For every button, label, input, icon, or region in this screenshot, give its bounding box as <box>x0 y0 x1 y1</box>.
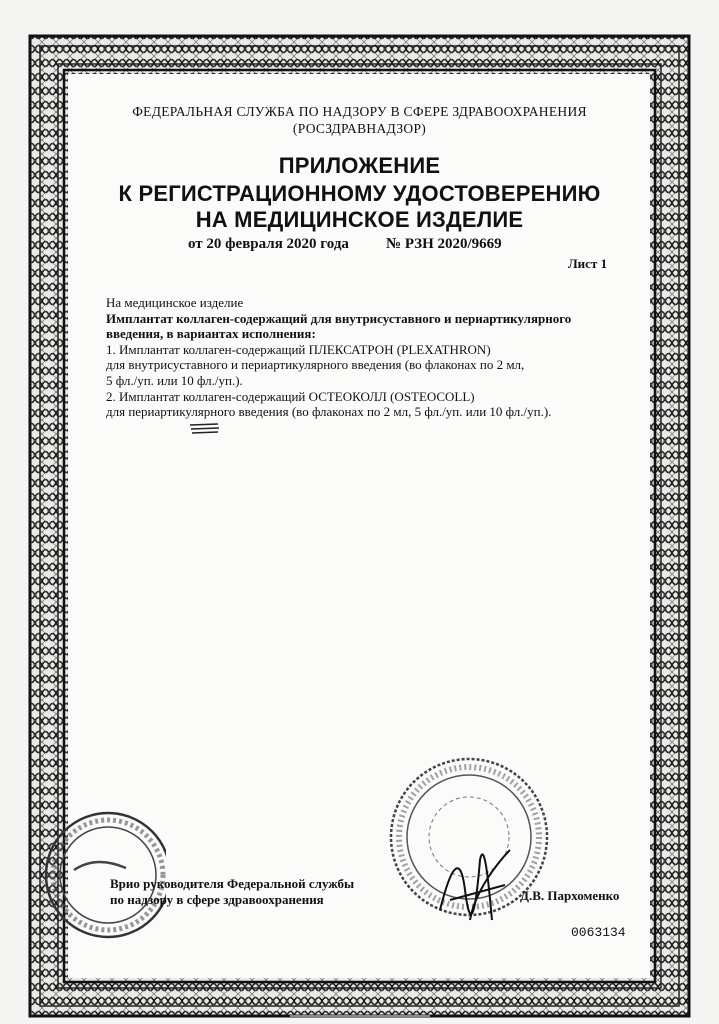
document-title-line3: НА МЕДИЦИНСКОЕ ИЗДЕЛИЕ <box>195 207 524 232</box>
agency-name: ФЕДЕРАЛЬНАЯ СЛУЖБА ПО НАДЗОРУ В СФЕРЕ ЗДРАВООХРАНЕНИЯ <box>132 104 587 119</box>
handwritten-signature-icon <box>430 830 520 930</box>
agency-abbreviation: (РОСЗДРАВНАДЗОР) <box>292 121 427 136</box>
signatory-position: Врио руководителя Федеральной службы по надзору в сфере здравоохранения <box>110 876 355 907</box>
company-stamp-icon <box>36 800 166 950</box>
document-title-line2: К РЕГИСТРАЦИОННОМУ УДОСТОВЕРЕНИЮ <box>118 181 601 206</box>
body-line: для внутрисуставного и периартикулярного введения (во флаконах по 2 мл, <box>106 357 525 373</box>
sheet-number: Лист 1 <box>568 256 608 271</box>
signatory-name: Д.В. Пархоменко <box>520 888 620 903</box>
body-line: 1. Имплантат коллаген-содержащий ПЛЕКСАТРОН (PLEXATHRON) <box>106 341 491 357</box>
z-mark-icon <box>188 421 222 437</box>
bottom-divider <box>290 1015 430 1017</box>
document-title-line1: ПРИЛОЖЕНИЕ <box>278 153 441 178</box>
device-description <box>106 295 646 420</box>
body-line: 5 фл./уп. или 10 фл./уп.). <box>106 372 243 388</box>
body-line: для периартикулярного введения (во флаконах по 2 мл, 5 фл./уп. или 10 фл./уп.). <box>106 404 552 420</box>
registration-number: № РЗН 2020/9669 <box>386 236 502 252</box>
body-line: 2. Имплантат коллаген-содержащий ОСТЕОКОЛЛ (OSTEOCOLL) <box>106 388 475 404</box>
body-line: На медицинское изделие <box>106 295 244 310</box>
issue-date: от 20 февраля 2020 года <box>188 236 349 252</box>
body-line: введения, в вариантах исполнения: <box>106 326 316 342</box>
form-serial-number: 0063134 <box>571 925 626 940</box>
body-line: Имплантат коллаген-содержащий для внутрисуставного и периартикулярного <box>106 310 572 326</box>
